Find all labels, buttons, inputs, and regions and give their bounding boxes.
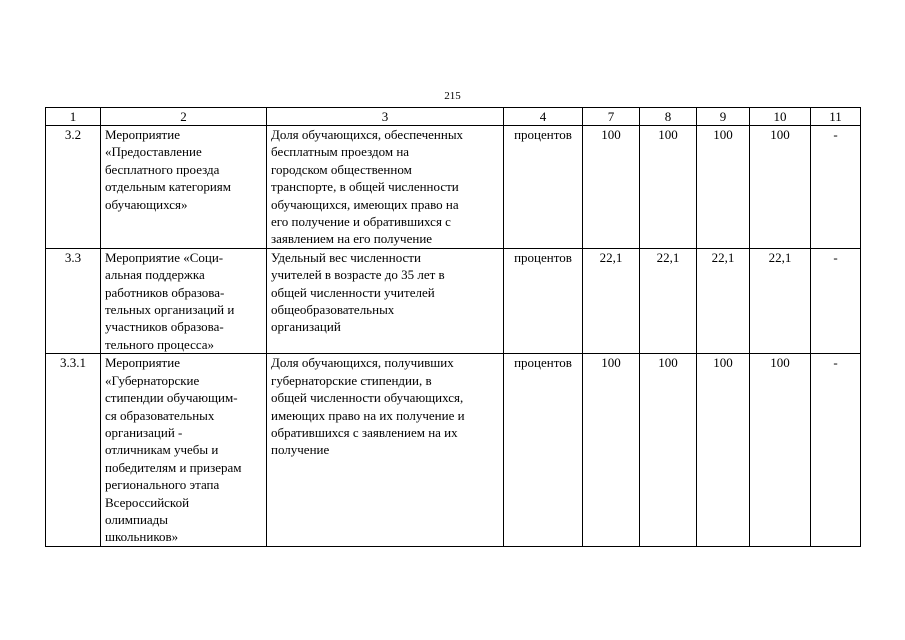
event-name: Мероприятие «Предоставление бесплатного проезда отдельным категориям обучающихся»	[101, 126, 267, 249]
column-header: 1	[46, 108, 101, 126]
column-header: 10	[750, 108, 811, 126]
event-name: Мероприятие «Соци- альная поддержка работников образова- тельных организаций и участников образова- тельного процесса»	[101, 248, 267, 353]
column-header: 9	[697, 108, 750, 126]
value-col-8: 22,1	[640, 248, 697, 353]
value-col-10: 22,1	[750, 248, 811, 353]
value-col-11: -	[811, 248, 861, 353]
value-col-11: -	[811, 354, 861, 547]
page-number: 215	[444, 90, 461, 102]
row-number: 3.2	[46, 126, 101, 249]
row-number: 3.3	[46, 248, 101, 353]
unit-cell: процентов	[504, 248, 583, 353]
value-col-8: 100	[640, 354, 697, 547]
column-header: 3	[267, 108, 504, 126]
unit-cell: процентов	[504, 354, 583, 547]
unit-cell: процентов	[504, 126, 583, 249]
indicators-table	[45, 107, 861, 547]
table-row	[46, 248, 861, 353]
value-col-10: 100	[750, 354, 811, 547]
value-col-7: 100	[583, 354, 640, 547]
value-col-9: 22,1	[697, 248, 750, 353]
column-header: 8	[640, 108, 697, 126]
column-header: 4	[504, 108, 583, 126]
value-col-9: 100	[697, 354, 750, 547]
event-name: Мероприятие «Губернаторские стипендии обучающим- ся образовательных организаций - отличникам учебы и победителям и призерам регионального этапа Всероссийской олимпиады школьников»	[101, 354, 267, 547]
value-col-11: -	[811, 126, 861, 249]
value-col-8: 100	[640, 126, 697, 249]
table-header-row	[46, 108, 861, 126]
value-col-7: 22,1	[583, 248, 640, 353]
indicator-name: Доля обучающихся, получивших губернаторские стипендии, в общей численности обучающихся, имеющих право на их получение и обратившихся с заявлением на их получение	[267, 354, 504, 547]
column-header: 11	[811, 108, 861, 126]
indicator-name: Доля обучающихся, обеспеченных бесплатным проездом на городском общественном транспорте, в общей численности обучающихся, имеющих право на его получение и обратившихся с заявлением на его получение	[267, 126, 504, 249]
value-col-10: 100	[750, 126, 811, 249]
row-number: 3.3.1	[46, 354, 101, 547]
value-col-9: 100	[697, 126, 750, 249]
indicator-name: Удельный вес численности учителей в возрасте до 35 лет в общей численности учителей общеобразовательных организаций	[267, 248, 504, 353]
column-header: 7	[583, 108, 640, 126]
table-row	[46, 354, 861, 547]
column-header: 2	[101, 108, 267, 126]
value-col-7: 100	[583, 126, 640, 249]
table-row	[46, 126, 861, 249]
